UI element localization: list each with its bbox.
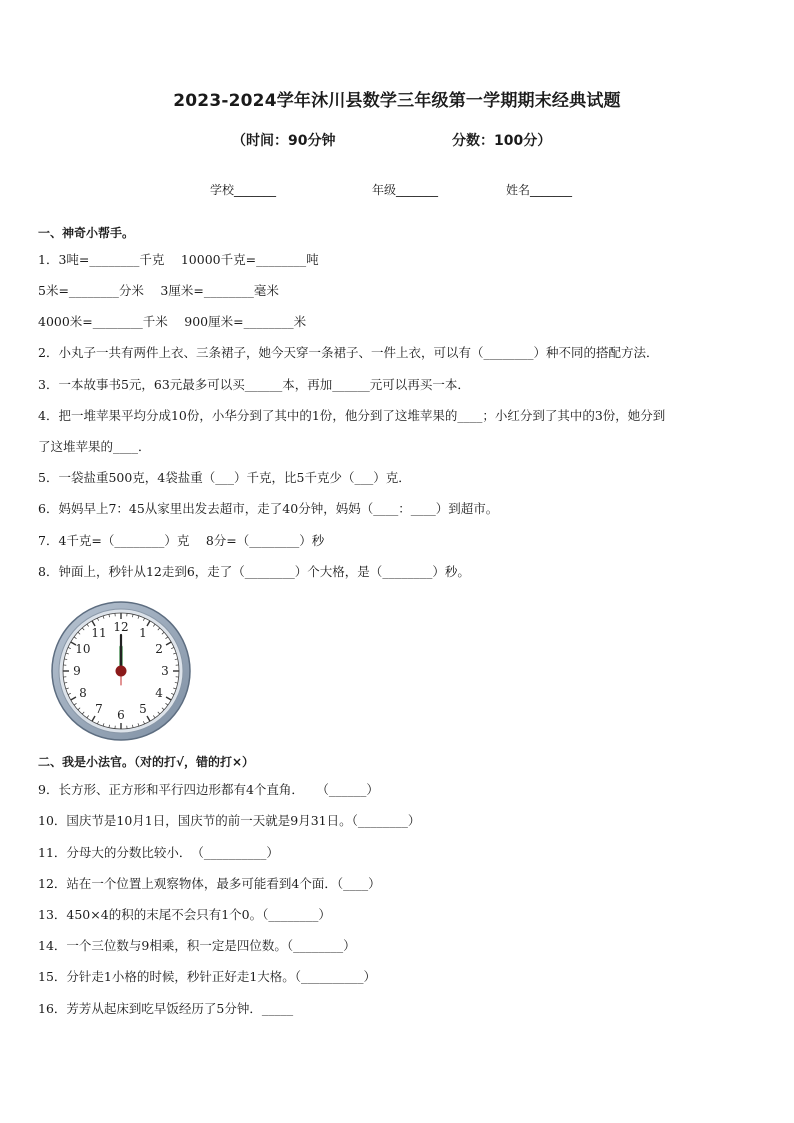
name-field: 姓名_______: [506, 183, 573, 197]
clock-number-2: 2: [155, 642, 163, 656]
question-11: 11．分母大的分数比较小． （__________）: [38, 845, 279, 860]
clock-number-3: 3: [161, 664, 169, 678]
question-2: 2．小丸子一共有两件上衣、三条裙子，她今天穿一条裙子、一件上衣，可以有（________）种不同的搭配方法．: [38, 345, 659, 360]
clock-number-10: 10: [75, 642, 91, 656]
exam-time: （时间：90分钟: [232, 133, 336, 149]
question-1b: 5米=________分米 3厘米=________毫米: [38, 283, 279, 298]
section-1-title: 一、神奇小帮手。: [38, 226, 135, 240]
question-14: 14．一个三位数与9相乘，积一定是四位数。（________）: [38, 938, 356, 953]
clock-number-4: 4: [155, 686, 163, 700]
grade-field: 年级_______: [372, 183, 439, 197]
question-15: 15．分针走1小格的时候，秒针正好走1大格。（__________）: [38, 969, 377, 984]
clock-number-7: 7: [95, 702, 103, 717]
question-16: 16．芳芳从起床到吃早饭经历了5分钟．_____: [38, 1001, 294, 1016]
question-7: 7．4千克=（________）克 8分=（________）秒: [38, 533, 325, 548]
clock-figure: [50, 600, 192, 742]
question-8: 8．钟面上，秒针从12走到6，走了（________）个大格，是（________）秒。: [38, 564, 470, 579]
clock-number-9: 9: [73, 664, 81, 678]
question-1a: 1．3吨=________千克 10000千克=________吨: [38, 252, 319, 267]
clock-number-5: 5: [139, 702, 147, 717]
section-2-title: 二、我是小法官。（对的打√，错的打×）: [38, 755, 255, 769]
clock-number-6: 6: [117, 708, 125, 722]
clock-number-1: 1: [139, 625, 147, 640]
question-9: 9．长方形、正方形和平行四边形都有4个直角． （______）: [38, 782, 379, 797]
question-6: 6．妈妈早上7：45从家里出发去超市，走了40分钟，妈妈（____：____）到超市。: [38, 501, 499, 516]
question-12: 12．站在一个位置上观察物体，最多可能看到4个面．（____）: [38, 876, 381, 891]
clock-number-8: 8: [79, 686, 87, 700]
exam-score: 分数：100分）: [452, 133, 552, 149]
question-5: 5．一袋盐重500克，4袋盐重（___）千克，比5千克少（___）克．: [38, 470, 411, 485]
question-1c: 4000米=________千米 900厘米=________米: [38, 314, 307, 329]
clock-number-12: 12: [113, 620, 129, 634]
clock-center-pin: [116, 666, 127, 677]
question-4a: 4．把一堆苹果平均分成10份，小华分到了其中的1份，他分到了这堆苹果的____；小红分到了其中的3份，她分到: [38, 408, 666, 423]
page-title: 2023-2024学年沐川县数学三年级第一学期期末经典试题: [173, 91, 621, 111]
question-10: 10．国庆节是10月1日，国庆节的前一天就是9月31日。（________）: [38, 813, 421, 828]
school-field: 学校_______: [210, 183, 277, 197]
question-4b: 了这堆苹果的____．: [38, 439, 151, 454]
question-13: 13．450×4的积的末尾不会只有1个0。（________）: [38, 907, 331, 922]
question-3: 3．一本故事书5元，63元最多可以买______本，再加______元可以再买一本．: [38, 377, 470, 392]
clock-number-11: 11: [91, 625, 107, 640]
